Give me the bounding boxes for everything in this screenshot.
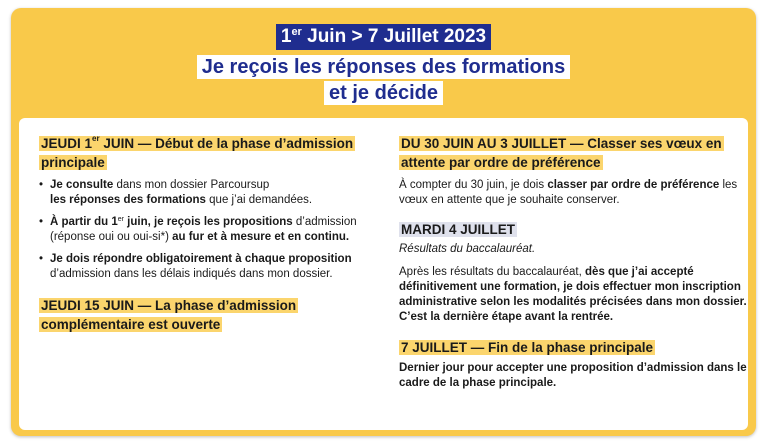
- title-part: JEUDI 1: [41, 136, 93, 151]
- bold-text: les réponses des formations: [50, 194, 206, 206]
- section-title-june15: [39, 296, 389, 334]
- title-text: DU 30 JUIN AU 3 JUILLET — Classer ses vœux en attente par ordre de préférence: [401, 136, 722, 170]
- bold-text: classer par ordre de préférence: [547, 179, 720, 191]
- sup-text: er: [117, 216, 124, 223]
- bold-text: juin, je reçois les propositions: [123, 216, 293, 228]
- text: que j’ai demandées.: [205, 194, 313, 206]
- section-title-june1: [39, 134, 389, 172]
- content-panel: [19, 118, 748, 430]
- section-title-june30: [399, 134, 749, 172]
- list-item: [39, 215, 389, 245]
- bold-text: Je consulte: [50, 179, 114, 191]
- date-start-day: 1: [280, 26, 292, 47]
- date-range-badge: [276, 24, 491, 50]
- bold-text: Je dois répondre obligatoirement à chaque proposition: [50, 253, 352, 265]
- page-title-line1: Je reçois les réponses des formations: [197, 55, 571, 79]
- page-title-line2: et je décide: [324, 81, 443, 105]
- text: dans mon dossier Parcoursup: [113, 179, 270, 191]
- bullet-list: [39, 178, 389, 282]
- text: les vœux en attente que je souhaite conserver.: [399, 179, 738, 206]
- left-column: [39, 134, 389, 340]
- title-text: 7 JUILLET — Fin de la phase principale: [401, 340, 654, 355]
- info-card: [11, 8, 756, 436]
- paragraph: Dernier jour pour accepter une proposition d’admission dans le cadre de la phase principale.: [399, 362, 747, 389]
- title-sup: er: [92, 134, 100, 143]
- date-start-suffix: er: [291, 26, 302, 38]
- list-item: [39, 252, 389, 282]
- text: d’admission (réponse oui ou oui-si*): [50, 216, 357, 243]
- bold-text: À partir du 1: [50, 216, 118, 228]
- text: d’admission dans les délais indiqués dans mon dossier.: [50, 268, 333, 280]
- paragraph: [399, 265, 749, 325]
- section-title-july7: [399, 338, 749, 357]
- title-part: JUIN — Début de la phase d’admission principale: [41, 136, 354, 170]
- header: [11, 24, 756, 107]
- date-range-rest: Juin > 7 Juillet 2023: [301, 26, 487, 47]
- paragraph: [399, 178, 749, 208]
- text: À compter du 30 juin, je dois: [399, 179, 548, 191]
- title-text: MARDI 4 JUILLET: [401, 222, 516, 237]
- subtitle: Résultats du baccalauréat.: [399, 243, 536, 255]
- right-column: [399, 134, 749, 391]
- title-text: JEUDI 15 JUIN — La phase d’admission complémentaire est ouverte: [41, 298, 297, 332]
- text: Après les résultats du baccalauréat,: [399, 266, 586, 278]
- bold-text: au fur et à mesure et en continu.: [172, 231, 350, 243]
- list-item: [39, 178, 389, 208]
- section-title-july4: [399, 220, 749, 239]
- bold-text: dès que j’ai accepté définitivement une formation, je dois effectuer mon inscription administrative selon les modalités précisées dans mon dossier. C’est la dernière étape avant la rentrée.: [399, 266, 747, 323]
